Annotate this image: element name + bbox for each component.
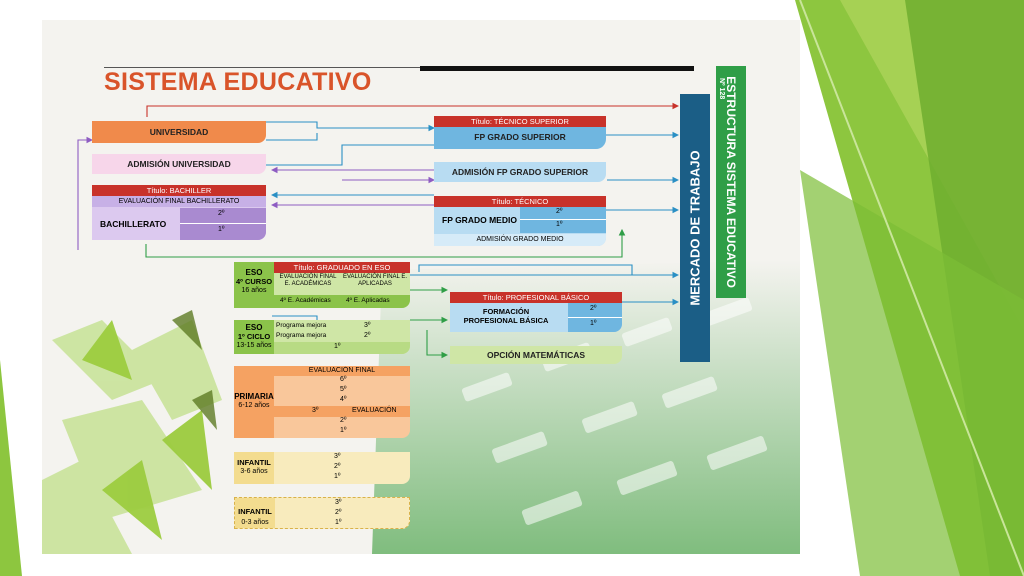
admision-fp-superior-label: ADMISIÓN FP GRADO SUPERIOR	[451, 167, 589, 177]
admision-universidad-box	[92, 154, 266, 174]
primaria-course-6: 6º	[340, 376, 347, 383]
primaria-label: PRIMARIA	[234, 392, 274, 401]
eso4-opt-aplicadas: 4º E. Aplicadas	[346, 297, 390, 304]
infantil-0-3-box	[234, 497, 410, 529]
admision-fp-superior-box	[434, 162, 606, 182]
mercado-de-trabajo-box	[680, 94, 710, 362]
eso1-ciclo: 1º CICLO	[237, 332, 271, 341]
infantil03-course-3: 3º	[335, 499, 342, 506]
primaria-course-4: 4º	[340, 396, 347, 403]
universidad-label: UNIVERSIDAD	[149, 127, 209, 137]
primaria-edad: 6-12 años	[238, 402, 270, 409]
fp-medio-label: FP GRADO MEDIO	[442, 215, 517, 225]
eso4-eval-academicas: EVALUACIÓN FINAL E. ACADÉMICAS	[279, 274, 337, 287]
mercado-label: MERCADO DE TRABAJO	[687, 150, 703, 306]
opcion-matematicas-box	[450, 346, 622, 364]
eso1-mejora-1: Programa mejora	[276, 322, 327, 329]
bachillerato-course-2: 2º	[218, 210, 225, 217]
fp-basica-course-2: 2º	[590, 305, 597, 312]
eso1-mejora-2: Programa mejora	[276, 332, 327, 339]
fp-superior-titulo: Título: TÉCNICO SUPERIOR	[434, 116, 606, 127]
issue-number: Nº 128	[718, 78, 725, 100]
opcion-matematicas-label: OPCIÓN MATEMÁTICAS	[486, 350, 586, 360]
page-title: SISTEMA EDUCATIVO	[104, 68, 372, 96]
bachillerato-course-1: 1º	[218, 226, 225, 233]
eso1-course-2: 2º	[364, 332, 371, 339]
fp-basica-titulo: Título: PROFESIONAL BÁSICO	[450, 292, 622, 303]
side-title-banner	[716, 66, 746, 298]
infantil36-edad: 3-6 años	[240, 468, 268, 475]
infantil03-label: INFANTIL	[238, 507, 272, 516]
eso4-edad: 16 años	[241, 287, 267, 294]
primaria-evaluacion-final: EVALUACIÓN FINAL	[274, 366, 410, 376]
diagram-sheet	[42, 20, 800, 554]
fp-medio-box	[434, 196, 606, 246]
side-title: ESTRUCTURA SISTEMA EDUCATIVO	[724, 76, 738, 288]
primaria-course-3: 3º	[312, 407, 319, 414]
primaria-course-5: 5º	[340, 386, 347, 393]
infantil36-course-2: 2º	[334, 463, 341, 470]
fp-basica-label: FORMACIÓN PROFESIONAL BÁSICA	[463, 307, 549, 325]
primaria-course-1: 1º	[340, 427, 347, 434]
eso1-box	[234, 320, 410, 354]
infantil36-course-1: 1º	[334, 473, 341, 480]
eso4-eval-aplicadas: EVALUACIÓN FINAL E. APLICADAS	[342, 274, 408, 287]
primaria-course-2: 2º	[340, 417, 347, 424]
eso4-opt-academicas: 4º E. Académicas	[280, 297, 331, 304]
eso1-edad: 13-15 años	[236, 342, 272, 349]
bachillerato-label: BACHILLERATO	[100, 219, 167, 229]
admision-universidad-label: ADMISIÓN UNIVERSIDAD	[127, 159, 231, 169]
eso4-label: ESO	[245, 268, 263, 277]
fp-medio-titulo: Título: TÉCNICO	[434, 196, 606, 207]
title-rule-bold	[420, 66, 694, 71]
fp-medio-course-2: 2º	[556, 208, 563, 215]
fp-basica-box	[450, 292, 622, 332]
eso4-titulo: Título: GRADUADO EN ESO	[274, 262, 410, 273]
fp-superior-box	[434, 116, 606, 149]
infantil36-label: INFANTIL	[237, 458, 271, 467]
eso1-course-3: 3º	[364, 322, 371, 329]
infantil03-course-1: 1º	[335, 519, 342, 526]
bachillerato-box	[92, 185, 266, 240]
fp-medio-course-1: 1º	[556, 221, 563, 228]
fp-basica-course-1: 1º	[590, 320, 597, 327]
fp-superior-label: FP GRADO SUPERIOR	[474, 132, 566, 142]
eso1-label: ESO	[245, 323, 263, 332]
infantil03-course-2: 2º	[335, 509, 342, 516]
universidad-box	[92, 121, 266, 143]
fp-medio-admision: ADMISIÓN GRADO MEDIO	[434, 234, 606, 246]
infantil36-course-3: 3º	[334, 453, 341, 460]
bachillerato-titulo: Título: BACHILLER	[92, 185, 266, 196]
infantil03-edad: 0-3 años	[241, 519, 269, 526]
eso4-curso: 4º CURSO	[235, 277, 273, 286]
infantil-3-6-box	[234, 452, 410, 484]
primaria-evaluacion: EVALUACIÓN	[352, 407, 397, 414]
eso1-course-1: 1º	[334, 343, 341, 350]
primaria-box	[234, 366, 410, 438]
eso4-box	[234, 262, 410, 308]
bachillerato-evaluacion: EVALUACIÓN FINAL BACHILLERATO	[92, 196, 266, 207]
